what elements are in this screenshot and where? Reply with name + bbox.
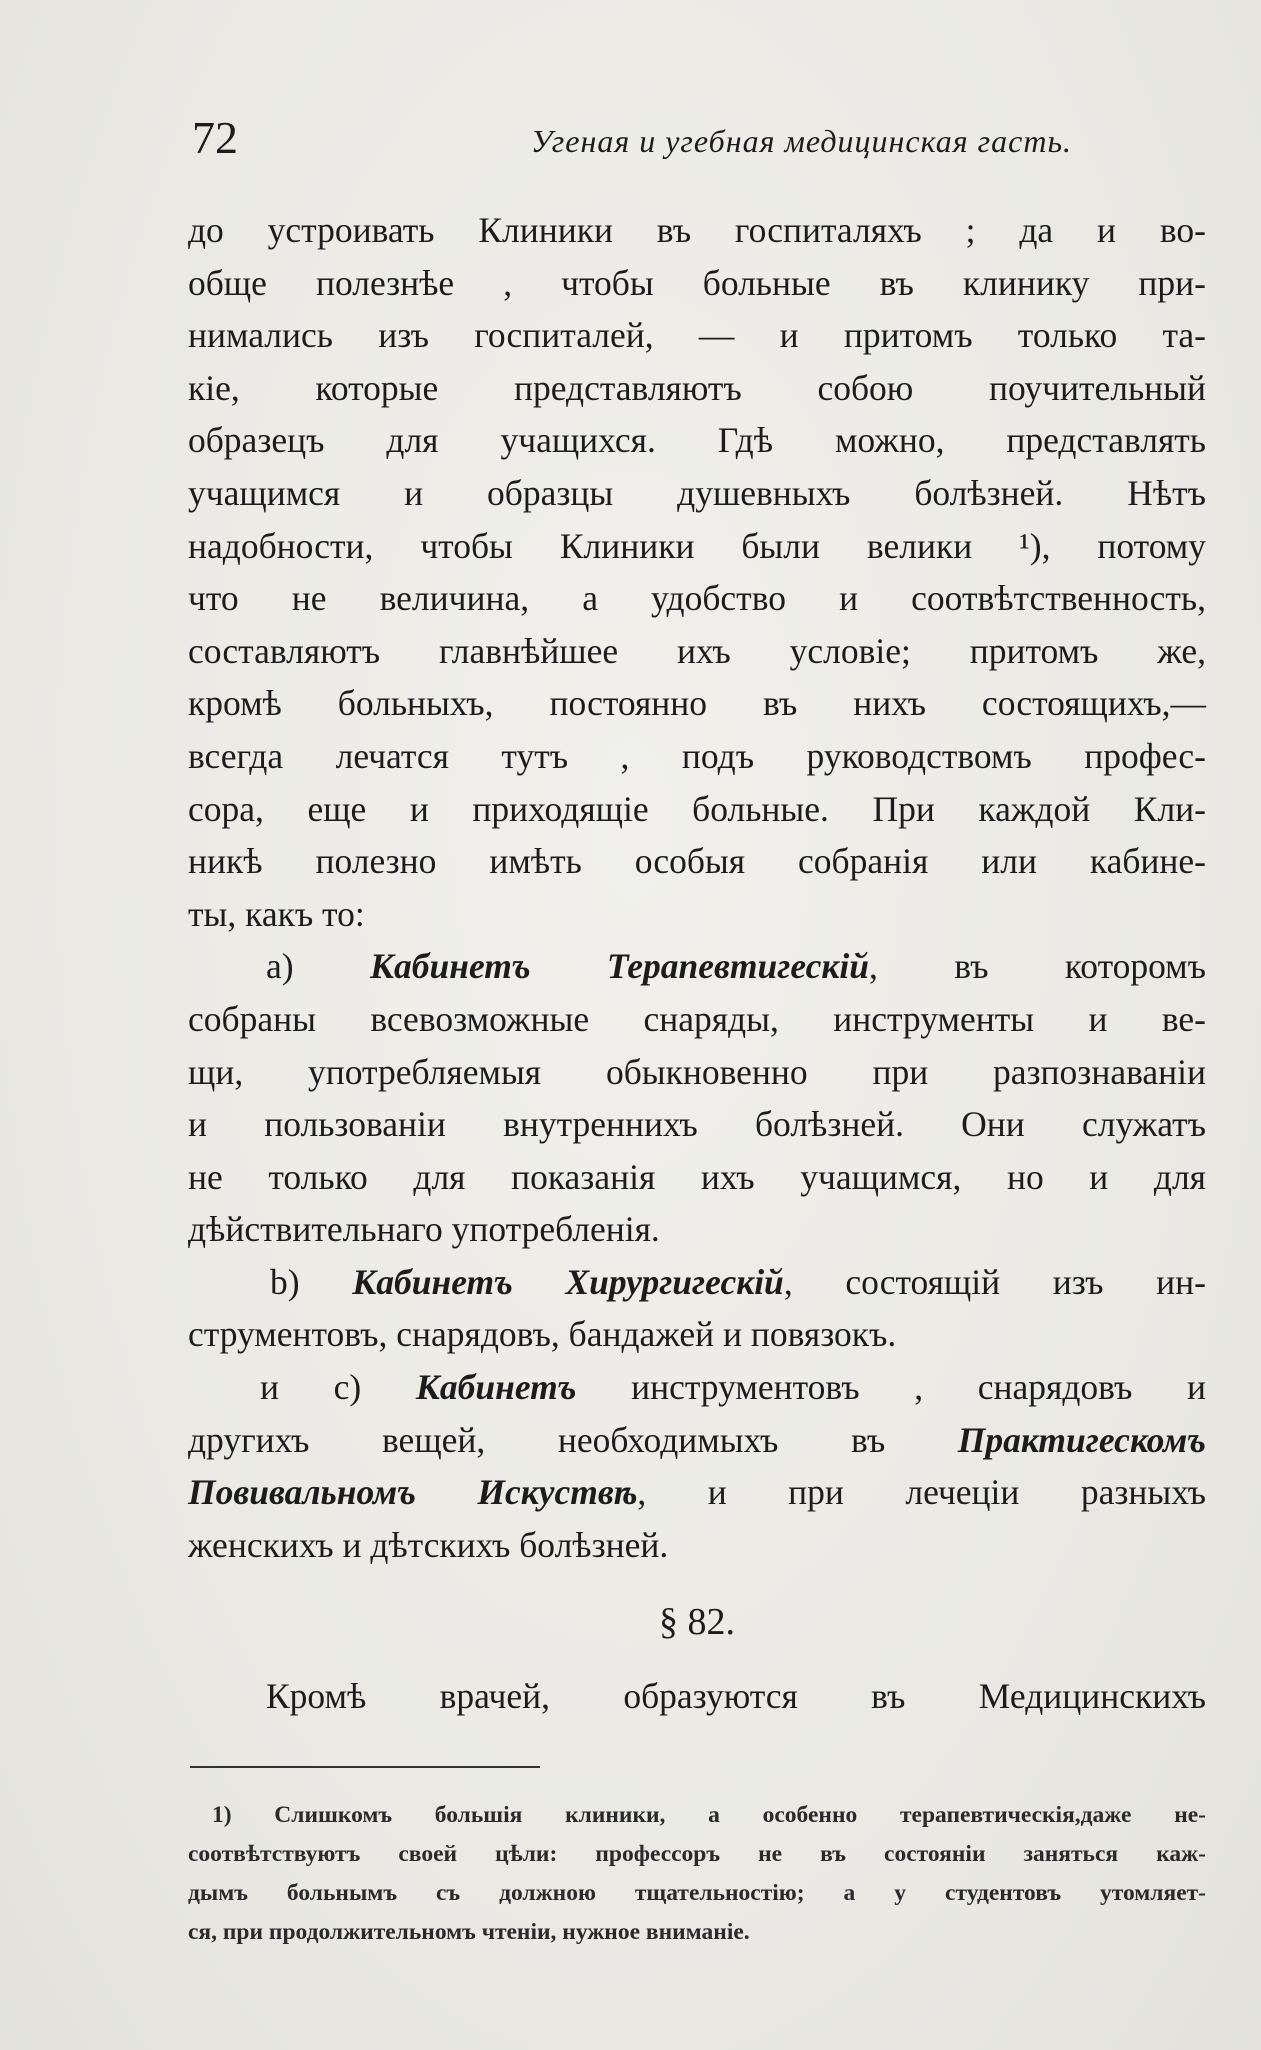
text-line: собраны всевозможные снаряды, инструменты и ве- bbox=[188, 998, 1206, 1039]
section-text bbox=[188, 1670, 1206, 1723]
text-line: женскихъ и дѣтскихъ болѣзней. bbox=[188, 1524, 669, 1565]
item-c-prefix: и c) bbox=[260, 1367, 362, 1408]
footnote-line: ся, при продолжительномъ чтеніи, нужное вниманіе. bbox=[188, 1919, 750, 1945]
item-a-label: a) bbox=[266, 946, 294, 987]
text-line: не только для показанія ихъ учащимся, но и для bbox=[188, 1156, 1206, 1197]
text-line: сора, еще и приходящіе больные. При каждой Кли- bbox=[188, 788, 1206, 829]
item-c-first-line bbox=[188, 1361, 1206, 1414]
item-c-second-line bbox=[188, 1414, 1206, 1467]
text-line: нимались изъ госпиталей, — и притомъ только та- bbox=[188, 315, 1206, 356]
main-text bbox=[188, 204, 1206, 1571]
text-line: учащимся и образцы душевныхъ болѣзней. Нѣтъ bbox=[188, 472, 1206, 513]
item-c-line3-italic: Повивальномъ Искуствѣ bbox=[188, 1472, 638, 1513]
text-line: никѣ полезно имѣть особыя собранія или кабине- bbox=[188, 841, 1206, 882]
item-c-third-line bbox=[188, 1466, 1206, 1519]
item-b-line1-rest: , состоящій изъ ин- bbox=[783, 1261, 1206, 1302]
page-number: 72 bbox=[192, 112, 238, 163]
section-number: § 82. bbox=[659, 1601, 735, 1643]
item-c-line3-rest: , и при лечеціи разныхъ bbox=[637, 1472, 1207, 1513]
text-line: образецъ для учащихся. Гдѣ можно, представлять bbox=[188, 420, 1206, 461]
footnote-line: дымъ больнымъ съ должною тщательностію; а у студентовъ утомляет- bbox=[188, 1880, 1206, 1906]
footnote-divider bbox=[190, 1766, 540, 1768]
item-b-label: b) bbox=[270, 1261, 300, 1302]
item-a-line1-rest: , въ которомъ bbox=[869, 946, 1207, 987]
footnote-line: соотвѣтствуютъ своей цѣли: профессоръ не въ состояніи заняться каж- bbox=[188, 1841, 1206, 1867]
text-line: и пользованіи внутреннихъ болѣзней. Они служатъ bbox=[188, 1104, 1206, 1145]
running-head: Угеная и угебная медицинская гасть. bbox=[530, 123, 1072, 159]
text-line: всегда лечатся тутъ , подъ руководствомъ профес- bbox=[188, 735, 1206, 776]
item-c-line2-start: другихъ вещей, необходимыхъ въ bbox=[188, 1419, 886, 1460]
footnote bbox=[188, 1796, 1206, 1952]
footnote-line: 1) Слишкомъ большія клиники, а особенно терапевтическія,даже не- bbox=[212, 1802, 1206, 1828]
text-line: что не величина, а удобство и соотвѣтственность, bbox=[188, 578, 1206, 619]
text-line: надобности, чтобы Клиники были велики ¹), потому bbox=[188, 525, 1206, 566]
text-line: кромѣ больныхъ, постоянно въ нихъ состоящихъ,— bbox=[188, 683, 1206, 724]
item-c-line2-italic: Практигескомъ bbox=[957, 1419, 1207, 1460]
text-line: ты, какъ то: bbox=[188, 893, 365, 934]
page-header bbox=[192, 108, 1072, 168]
item-b-title: Кабинетъ Хирургигескій bbox=[352, 1261, 784, 1302]
item-b-first-line bbox=[188, 1256, 1206, 1309]
text-line: Кромѣ врачей, образуются въ Медицинскихъ bbox=[266, 1676, 1206, 1716]
text-line: обще полезнѣе , чтобы больные въ клинику при- bbox=[188, 262, 1206, 303]
text-line: струментовъ, снарядовъ, бандажей и повязокъ. bbox=[188, 1314, 897, 1355]
item-c-title: Кабинетъ bbox=[415, 1367, 577, 1408]
text-line: до устроивать Клиники въ госпиталяхъ ; да и во- bbox=[188, 210, 1206, 250]
text-line: кіе, которые представляютъ собою поучительный bbox=[188, 367, 1206, 408]
item-a-first-line bbox=[188, 940, 1206, 993]
item-a-title: Кабинетъ Терапевтигескій bbox=[369, 946, 870, 987]
item-c-line1-rest: инструментовъ , снарядовъ и bbox=[631, 1367, 1207, 1408]
text-line: составляютъ главнѣйшее ихъ условіе; притомъ же, bbox=[188, 630, 1206, 671]
text-line: щи, употребляемыя обыкновенно при разпознаваніи bbox=[188, 1051, 1206, 1092]
text-line: дѣйствительнаго употребленія. bbox=[188, 1209, 660, 1250]
